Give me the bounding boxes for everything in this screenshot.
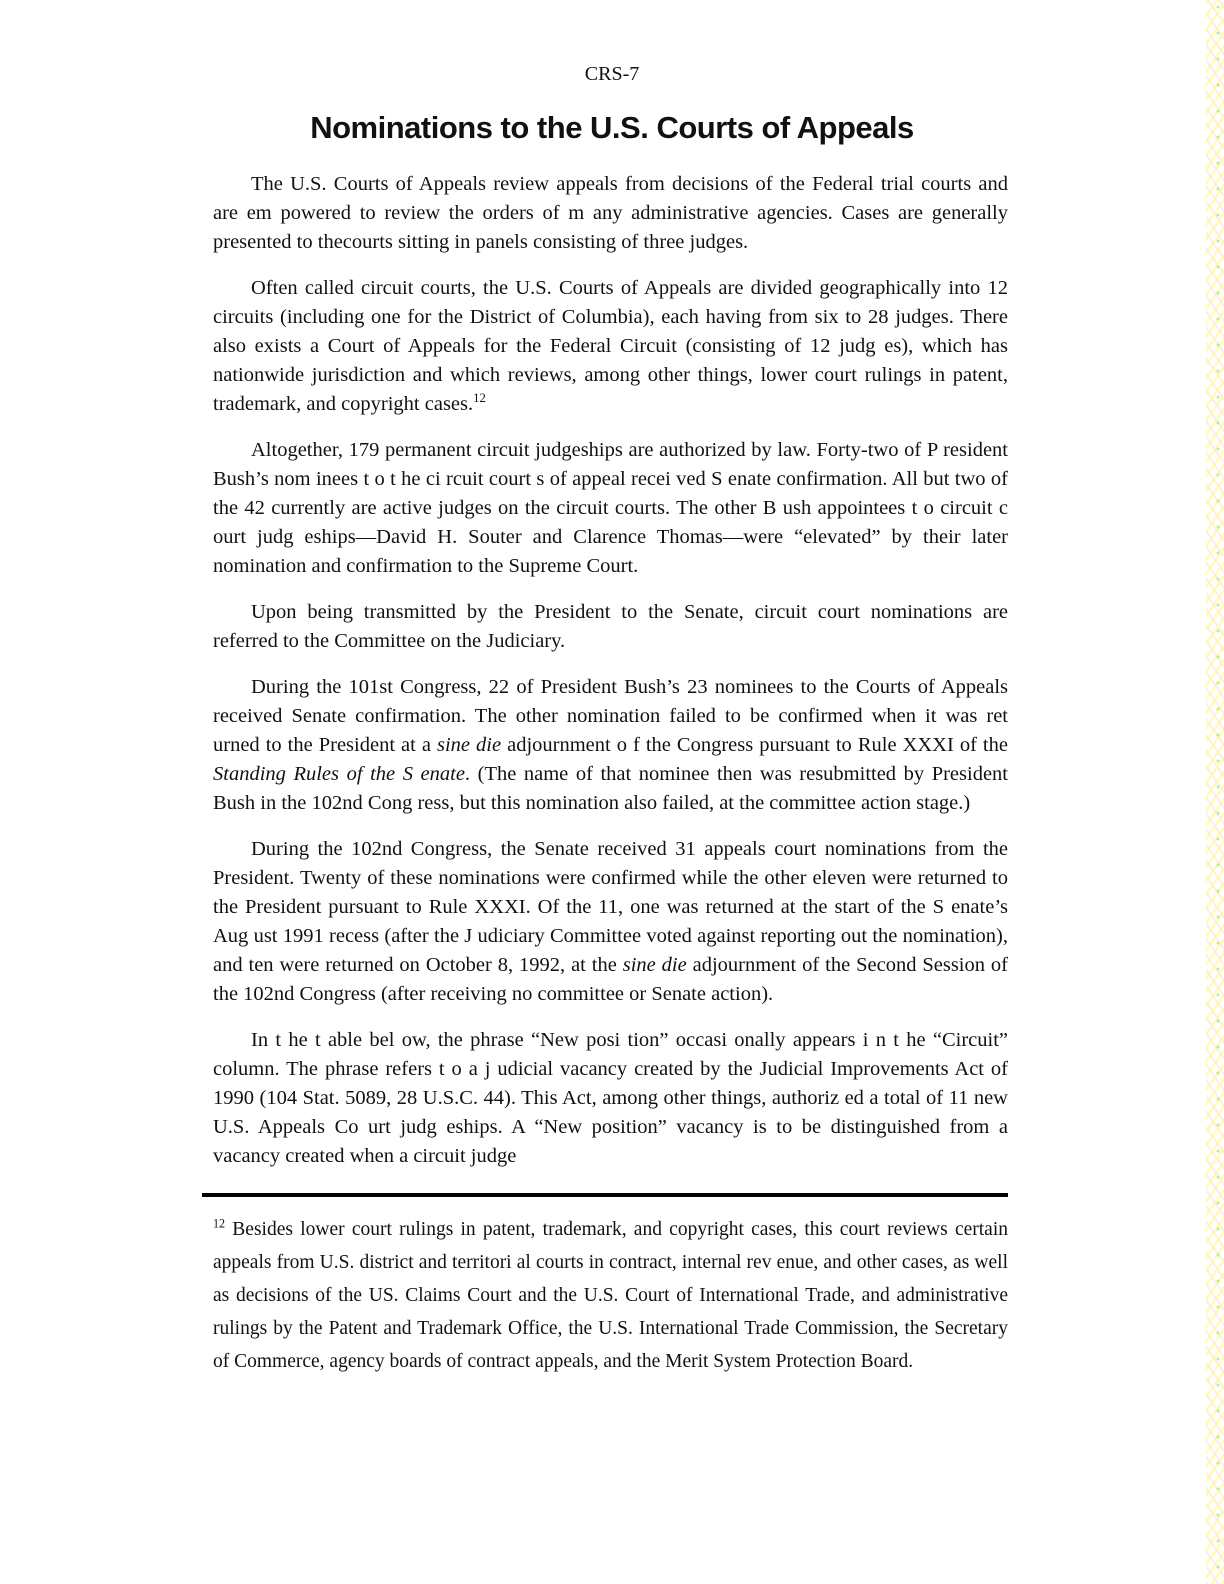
body-paragraph: The U.S. Courts of Appeals review appeals from decisions of the Federal trial courts and are em powered to review the orders of m any administrative agencies. Cases are generally presented to thecourts sitting in panels consisting of three judges. <box>213 173 1008 253</box>
body-paragraph: Altogether, 179 permanent circuit judgeships are authorized by law. Forty-two of P resident Bush’s nom inees t o t he ci rcuit court s of appeal recei ved S enate confirmation. All but two of the 42 currently are active judges on the circuit courts. The other B ush appointees t o circuit c ourt judg eships—David H. Souter and Clarence Thomas—were “elevated” by their later nomination and confirmation to the Supreme Court. <box>213 439 1008 577</box>
document-title: Nominations to the U.S. Courts of Appeals <box>310 110 914 145</box>
body-paragraph: During the 102nd Congress, the Senate received 31 appeals court nominations from the President. Twenty of these nominations were confirmed while the other eleven were returned to the President pursuant to Rule XXXI. Of the 11, one was returned at the start of the S enate’s Aug ust 1991 recess (after the J udiciary Committee voted against reporting out the nomination), and ten were returned on October 8, 1992, at the sine die adjournment of the Second Session of the 102nd Congress (after receiving no committee or Senate action). <box>213 838 1008 1005</box>
footnote: $^{12}$ Besides lower court rulings in patent, trademark, and copyright cases, this court reviews certain appeals from U.S. district and territori al courts in contract, internal rev enue, and other cases, as well as decisions of the US. Claims Court and the U.S. Court of International Trade, and administrative rulings by the Patent and Trademark Office, the U.S. International Trade Commission, the Secretary of Commerce, agency boards of contract appeals, and the Merit System Protection Board. <box>213 1216 1008 1372</box>
body-paragraph: In t he t able bel ow, the phrase “New posi tion” occasi onally appears i n t he “Circuit” column. The phrase refers t o a j udicial vacancy created by the Judicial Improvements Act of 1990 (104 Stat. 5089, 28 U.S.C. 44). This Act, among other things, authoriz ed a total of 11 new U.S. Appeals Co urt judg eships. A “New position” vacancy is to be distinguished from a vacancy created when a circuit judge <box>213 1029 1008 1167</box>
body-paragraph: Upon being transmitted by the President to the Senate, circuit court nominations are referred to the Committee on the Judiciary. <box>213 601 1008 652</box>
page-number: CRS-7 <box>584 63 640 85</box>
document-body <box>213 170 1008 1378</box>
scan-edge-watermark <box>1206 0 1224 1584</box>
footnote-separator <box>202 1193 1008 1197</box>
body-paragraph: Often called circuit courts, the U.S. Courts of Appeals are divided geographically into 12 circuits (including one for the District of Columbia), each having from six to 28 judges. There also exists a Court of Appeals for the Federal Circuit (consisting of 12 judg es), which has nationwide jurisdiction and which reviews, among other things, lower court rulings in patent, trademark, and copyright cases.$^{12}$ <box>213 277 1008 415</box>
body-paragraph: During the 101st Congress, 22 of President Bush’s 23 nominees to the Courts of Appeals received Senate confirmation. The other nomination failed to be confirmed when it was ret urned to the President at a sine die adjournment o f the Congress pursuant to Rule XXXI of the Standing Rules of the S enate. (The name of that nominee then was resubmitted by President Bush in the 102nd Cong ress, but this nomination also failed, at the committee action stage.) <box>213 676 1008 814</box>
